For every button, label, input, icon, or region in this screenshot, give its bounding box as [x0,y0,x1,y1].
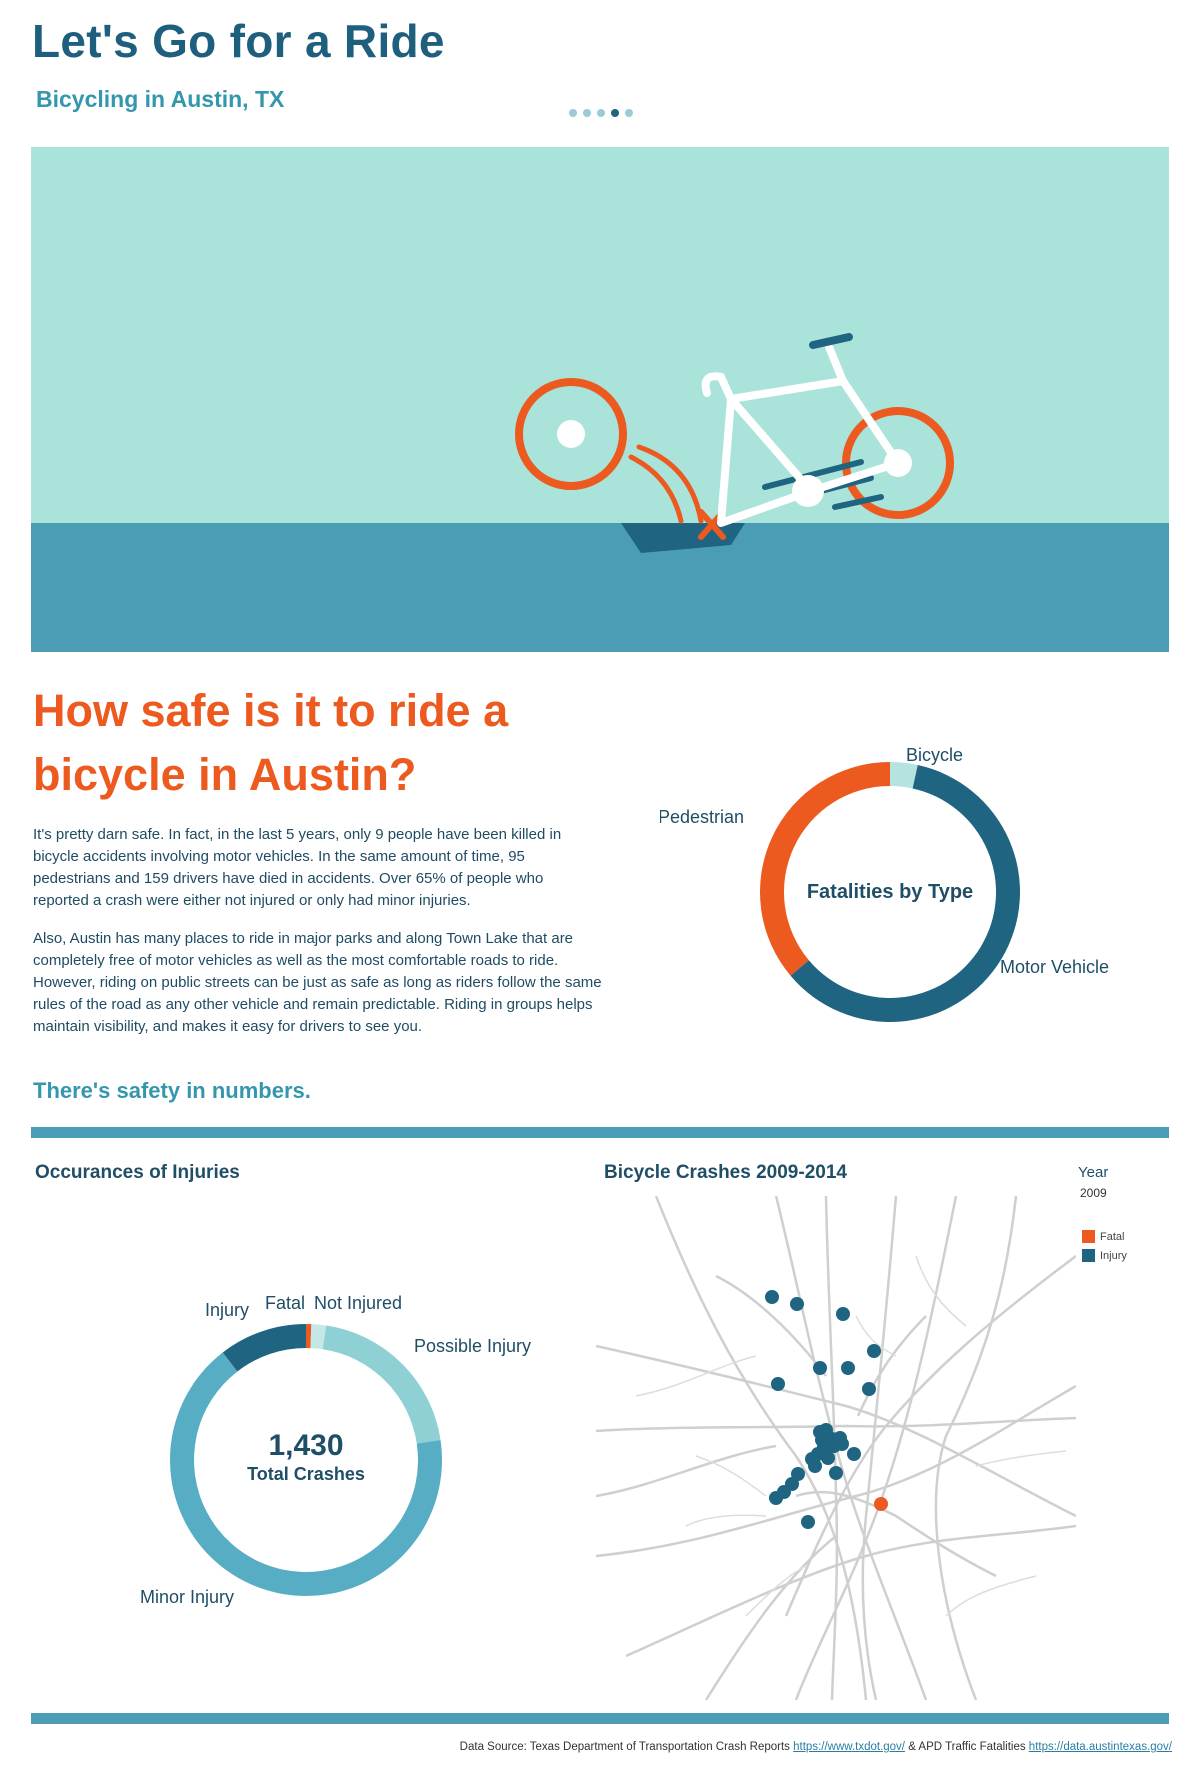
slice-fatal[interactable] [306,1324,311,1348]
legend-label-fatal: Fatal [1100,1230,1125,1243]
map-street [696,1456,766,1496]
crash-point-injury[interactable] [829,1466,843,1480]
map-road [596,1446,776,1496]
intro-paragraph-2: Also, Austin has many places to ride in major parks and along Town Lake that are completely free of motor vehicles as well as the most comfortable roads to ride. However, riding on public streets can be just as safe as long as riders follow the same rules of the road as any other vehicle and remain predictable. Riding in groups helps maintain visibility, and makes it easy for drivers to see you. [33,930,602,1035]
map-road [863,1196,896,1700]
legend-swatch-injury [1082,1249,1095,1262]
crash-point-injury[interactable] [835,1437,849,1451]
austin-data-link[interactable]: https://data.austintexas.gov/ [1028,1741,1172,1753]
slice-label-bicycle: Bicycle [906,745,964,765]
year-filter-label: Year [1078,1164,1109,1181]
data-source [460,1741,1172,1753]
pager-dot-5[interactable] [625,109,633,117]
crash-point-injury[interactable] [847,1447,861,1461]
data-source-prefix: Data Source: Texas Department of Transportation Crash Reports [459,1741,790,1753]
map-street [976,1451,1066,1466]
crash-point-fatal[interactable] [874,1497,888,1511]
crash-point-injury[interactable] [815,1433,829,1447]
slice-label-minor-injury: Minor Injury [140,1587,235,1607]
section-headline: How safe is it to ride a bicycle in Austin? [33,685,509,800]
section-divider [31,1127,1169,1138]
total-crashes-value: 1,430 [268,1429,344,1462]
crash-point-injury[interactable] [801,1515,815,1529]
hero-illustration [31,147,1169,652]
slice-label-not-injured: Not Injured [314,1293,403,1313]
map-road [626,1526,1076,1656]
crash-point-injury[interactable] [841,1361,855,1375]
map-street [946,1576,1036,1616]
tagline: There's safety in numbers. [33,1078,311,1103]
intro-paragraph: It's pretty darn safe. In fact, in the last 5 years, only 9 people have been killed in bicycle accidents involving motor vehicles. In the same amount of time, 95 pedestrians and 159 drivers have died in accidents. Over 65% of people who reported a crash were either not injured or only had minor injuries. [33,826,562,909]
crash-point-injury[interactable] [813,1361,827,1375]
slice-label-injury: Injury [205,1300,250,1320]
front-hub [557,420,585,448]
crash-point-injury[interactable] [765,1290,779,1304]
austin-road-map[interactable] [596,1196,1076,1700]
slice-label-pedestrian: Pedestrian [660,807,745,827]
crash-point-injury[interactable] [808,1459,822,1473]
map-road [858,1316,926,1416]
injuries-donut [120,1270,580,1610]
slice-pedestrian[interactable] [760,762,890,976]
pager-dot-4[interactable] [611,109,619,117]
crashed-bicycle-illustration [31,147,1169,652]
page-title: Let's Go for a Ride [32,15,445,67]
slice-label-fatal: Fatal [265,1293,306,1313]
story-pager [569,109,633,117]
crash-point-injury[interactable] [867,1344,881,1358]
fatalities-donut [660,720,1180,1040]
txdot-link[interactable]: https://www.txdot.gov/ [793,1741,905,1753]
slice-label-possible-injury: Possible Injury [414,1336,532,1356]
page-subtitle: Bicycling in Austin, TX [36,86,285,112]
slice-injury[interactable] [223,1324,306,1371]
fatalities-chart [660,720,1180,1040]
map-road [706,1536,836,1700]
crash-point-injury[interactable] [777,1485,791,1499]
crash-point-injury[interactable] [836,1307,850,1321]
crash-point-injury[interactable] [821,1451,835,1465]
legend-label-injury: Injury [1100,1249,1127,1262]
year-filter-value[interactable]: 2009 [1080,1186,1107,1200]
pager-dot-1[interactable] [569,109,577,117]
legend-item-injury[interactable] [1082,1249,1127,1262]
slice-label-motor-vehicle: Motor Vehicle [1000,957,1110,977]
data-source-middle: & APD Traffic Fatalities [908,1741,1026,1753]
chart-center-title: Fatalities by Type [806,881,974,903]
map-title: Bicycle Crashes 2009-2014 [604,1162,847,1183]
total-crashes-label: Total Crashes [247,1464,365,1484]
map-street [636,1356,756,1396]
crash-point-injury[interactable] [790,1297,804,1311]
pager-dot-2[interactable] [583,109,591,117]
injuries-chart [120,1270,580,1610]
crash-point-injury[interactable] [771,1377,785,1391]
legend-item-fatal[interactable] [1082,1230,1127,1243]
pager-dot-3[interactable] [597,109,605,117]
ground [31,523,1169,652]
map-legend [1082,1230,1127,1268]
crash-map[interactable] [596,1196,1076,1700]
crash-point-injury[interactable] [862,1382,876,1396]
injuries-title: Occurances of Injuries [35,1162,240,1183]
legend-swatch-fatal [1082,1230,1095,1243]
footer-divider [31,1713,1169,1724]
crank [792,475,824,507]
